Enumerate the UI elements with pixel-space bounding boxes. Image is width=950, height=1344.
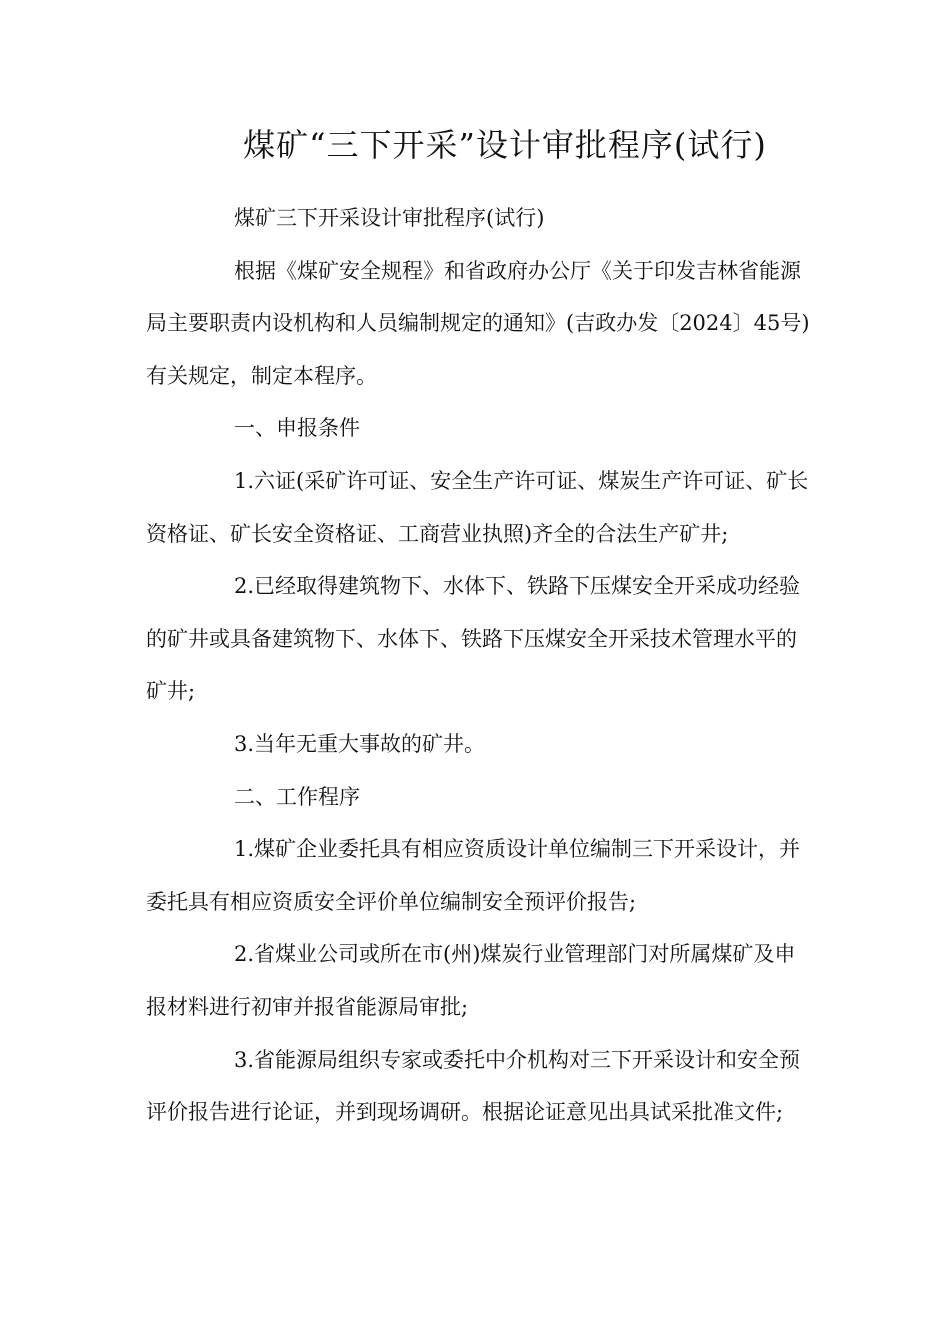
paragraph-subtitle: 煤矿三下开采设计审批程序(试行): [234, 206, 545, 230]
document-title: 煤矿“三下开采”设计审批程序(试行): [243, 126, 767, 164]
paragraph-procedure-3: 3.省能源局组织专家或委托中介机构对三下开采设计和安全预评价报告进行论证，并到现场调研。根据论证意见出具试采批准文件;: [146, 1047, 801, 1125]
paragraph-procedure-1: 1.煤矿企业委托具有相应资质设计单位编制三下开采设计，并委托具有相应资质安全评价单位编制安全预评价报告;: [146, 837, 801, 914]
paragraph-condition-1: 1.六证(采矿许可证、安全生产许可证、煤炭生产许可证、矿长资格证、矿长安全资格证、工商营业执照)齐全的合法生产矿井;: [146, 468, 809, 546]
section-heading-procedure: 二、工作程序: [234, 784, 360, 809]
paragraph-condition-2: 2.已经取得建筑物下、水体下、铁路下压煤安全开采成功经验的矿井或具备建筑物下、水体下、铁路下压煤安全开采技术管理水平的矿井;: [146, 574, 801, 704]
paragraph-procedure-2: 2.省煤业公司或所在市(州)煤炭行业管理部门对所属煤矿及申报材料进行初审并报省能源局审批;: [146, 942, 796, 1019]
document-body: [146, 192, 811, 1139]
paragraph-basis: 根据《煤矿安全规程》和省政府办公厅《关于印发吉林省能源局主要职责内设机构和人员编制规定的通知》(吉政办发〔2024〕45号)有关规定，制定本程序。: [146, 258, 810, 388]
section-heading-conditions: 一、申报条件: [234, 416, 360, 441]
paragraph-condition-3: 3.当年无重大事故的矿井。: [234, 731, 486, 756]
